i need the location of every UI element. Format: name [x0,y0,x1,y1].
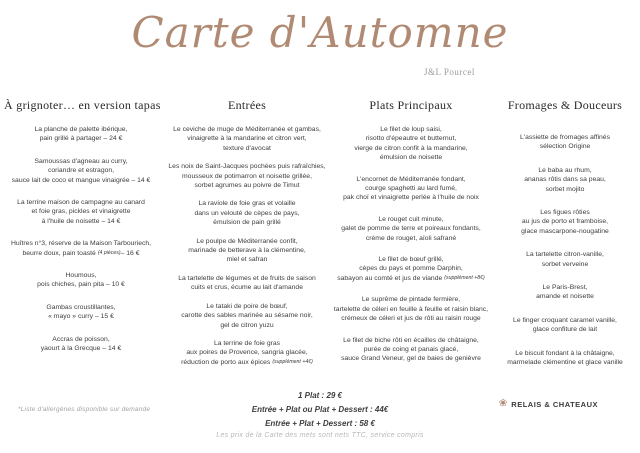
menu-item: Houmous, pois chiches, pain pita – 10 € [37,272,125,289]
menu-item: La tartelette de légumes et de fruits de saison cuits et crus, écume au lait d'amande [178,274,316,292]
menu-section-header: À grignoter… en version tapas [4,98,161,112]
page-title: Carte d'Automne [131,8,509,57]
menu-column-1 [0,98,162,382]
menu-columns [0,98,640,382]
menu-section-header: Entrées [227,98,267,112]
allergen-footnote: *Liste d'allergènes disponible sur demande [18,406,151,413]
menu-item: Le filet de bœuf grillé, cèpes du pays et pomme Darphin, sabayon au comté et jus de viande (supplément +8€) [337,256,485,282]
menu-item: La planche de palette ibérique, pain grillé à partager – 24 € [34,126,128,143]
menu-item: L'encornet de Méditerranée fondant, courge spaghetti au lard fumé, pak choï et vinaigrette perlée à l'huile de noix [343,175,479,202]
price-line: Entrée + Plat + Dessert : 58 € [265,419,375,428]
menu-item: Accras de poisson, yaourt à la Grecque – 14 € [40,335,122,353]
price-disclaimer: Les prix de la Carte des mets sont nets TTC, service compris [216,432,424,439]
menu-item: Les noix de Saint-Jacques pochées puis rafraîchies, mousseux de potimarron et noisette grillée, sorbet agrumes au poivre de Timut [168,163,326,190]
pricing-block [0,391,640,433]
menu-item: Les figues rôties au jus de porto et framboise, glace mascarpone-nougatine [521,209,609,235]
menu-item: La tartelette citron-vanille, sorbet verveine [526,251,604,268]
price-line: 1 Plat : 29 € [297,391,343,400]
menu-item: Le finger croquant caramel vanille, glace confiture de lait [513,316,617,334]
price-line: Entrée + Plat ou Plat + Dessert : 44€ [251,405,389,414]
menu-item: Gambas croustillantes, « mayo » curry – 15 € [46,303,116,321]
brand-label: RELAIS & CHATEAUX [511,399,598,409]
menu-item: La terrine de foie gras aux poires de Provence, sangria glacée, réduction de porto aux épices (supplément +4€) [181,339,313,366]
menu-item: L'assiette de fromages affinés sélection Origine [520,134,610,151]
menu-item: Le filet de loup saisi, risotto d'épeautre et butternut, vierge de citron confit à la mandarine, émulsion de noisette [354,126,468,162]
menu-item: Le poulpe de Méditerranée confit, marinade de betterave à la clémentine, miel et safran [188,237,306,264]
page-subtitle: J&L Pourcel [424,67,475,77]
menu-item: Le baba au rhum, ananas rôtis dans sa peau, sorbet mojito [524,166,606,193]
menu-item: Le Paris-Brest, amande et noisette [536,284,594,301]
relais-chateaux-emblem-icon: ❀ [498,398,508,409]
menu-item: Huîtres n°3, réserve de la Maison Tarbouriech, beurre doux, pain toasté (4 pièces) – 16 € [10,240,152,257]
menu-item: Le filet de biche rôti en écailles de châtaigne, purée de coing et panais glacé, sauce Grand Veneur, gel de baies de genièvre [341,336,481,363]
title-block [0,8,640,58]
menu-item: La terrine maison de campagne au canard et foie gras, pickles et vinaigrette à l'huile de noisette – 14 € [17,199,145,225]
menu-column-3 [332,98,490,382]
menu-item: Le tataki de poire de bœuf, carotte des sables marinée au sésame noir, gel de citron yuzu [181,302,313,329]
menu-item: Le ceviche de muge de Méditerranée et gambas, vinaigrette à la mandarine et citron vert, texture d'avocat [173,126,321,152]
menu-section-header: Fromages & Douceurs [507,98,623,112]
brand-block [499,399,598,409]
menu-item: Samoussas d'agneau au curry, coriandre et estragon, sauce lait de coco et mangue vinaigrée – 14 € [11,157,151,184]
menu-column-2 [162,98,332,382]
menu-item: La raviole de foie gras et volaille dans un velouté de cèpes de pays, émulsion de pain grillé [194,200,300,227]
menu-item: Le rouget cuit minute, galet de pomme de terre et poireaux fondants, crème de rouget, aïoli safrané [341,215,481,242]
menu-section-header: Plats Principaux [369,98,453,112]
menu-item: Le suprême de pintade fermière, tartelette de céleri en feuille à feuille et raisin blanc, crémeux de céleri et jus de rôti au raisin rouge [333,296,489,323]
menu-item: Le biscuit fondant à la châtaigne, marmelade clémentine et glace vanille [507,349,623,367]
menu-column-4 [490,98,640,382]
